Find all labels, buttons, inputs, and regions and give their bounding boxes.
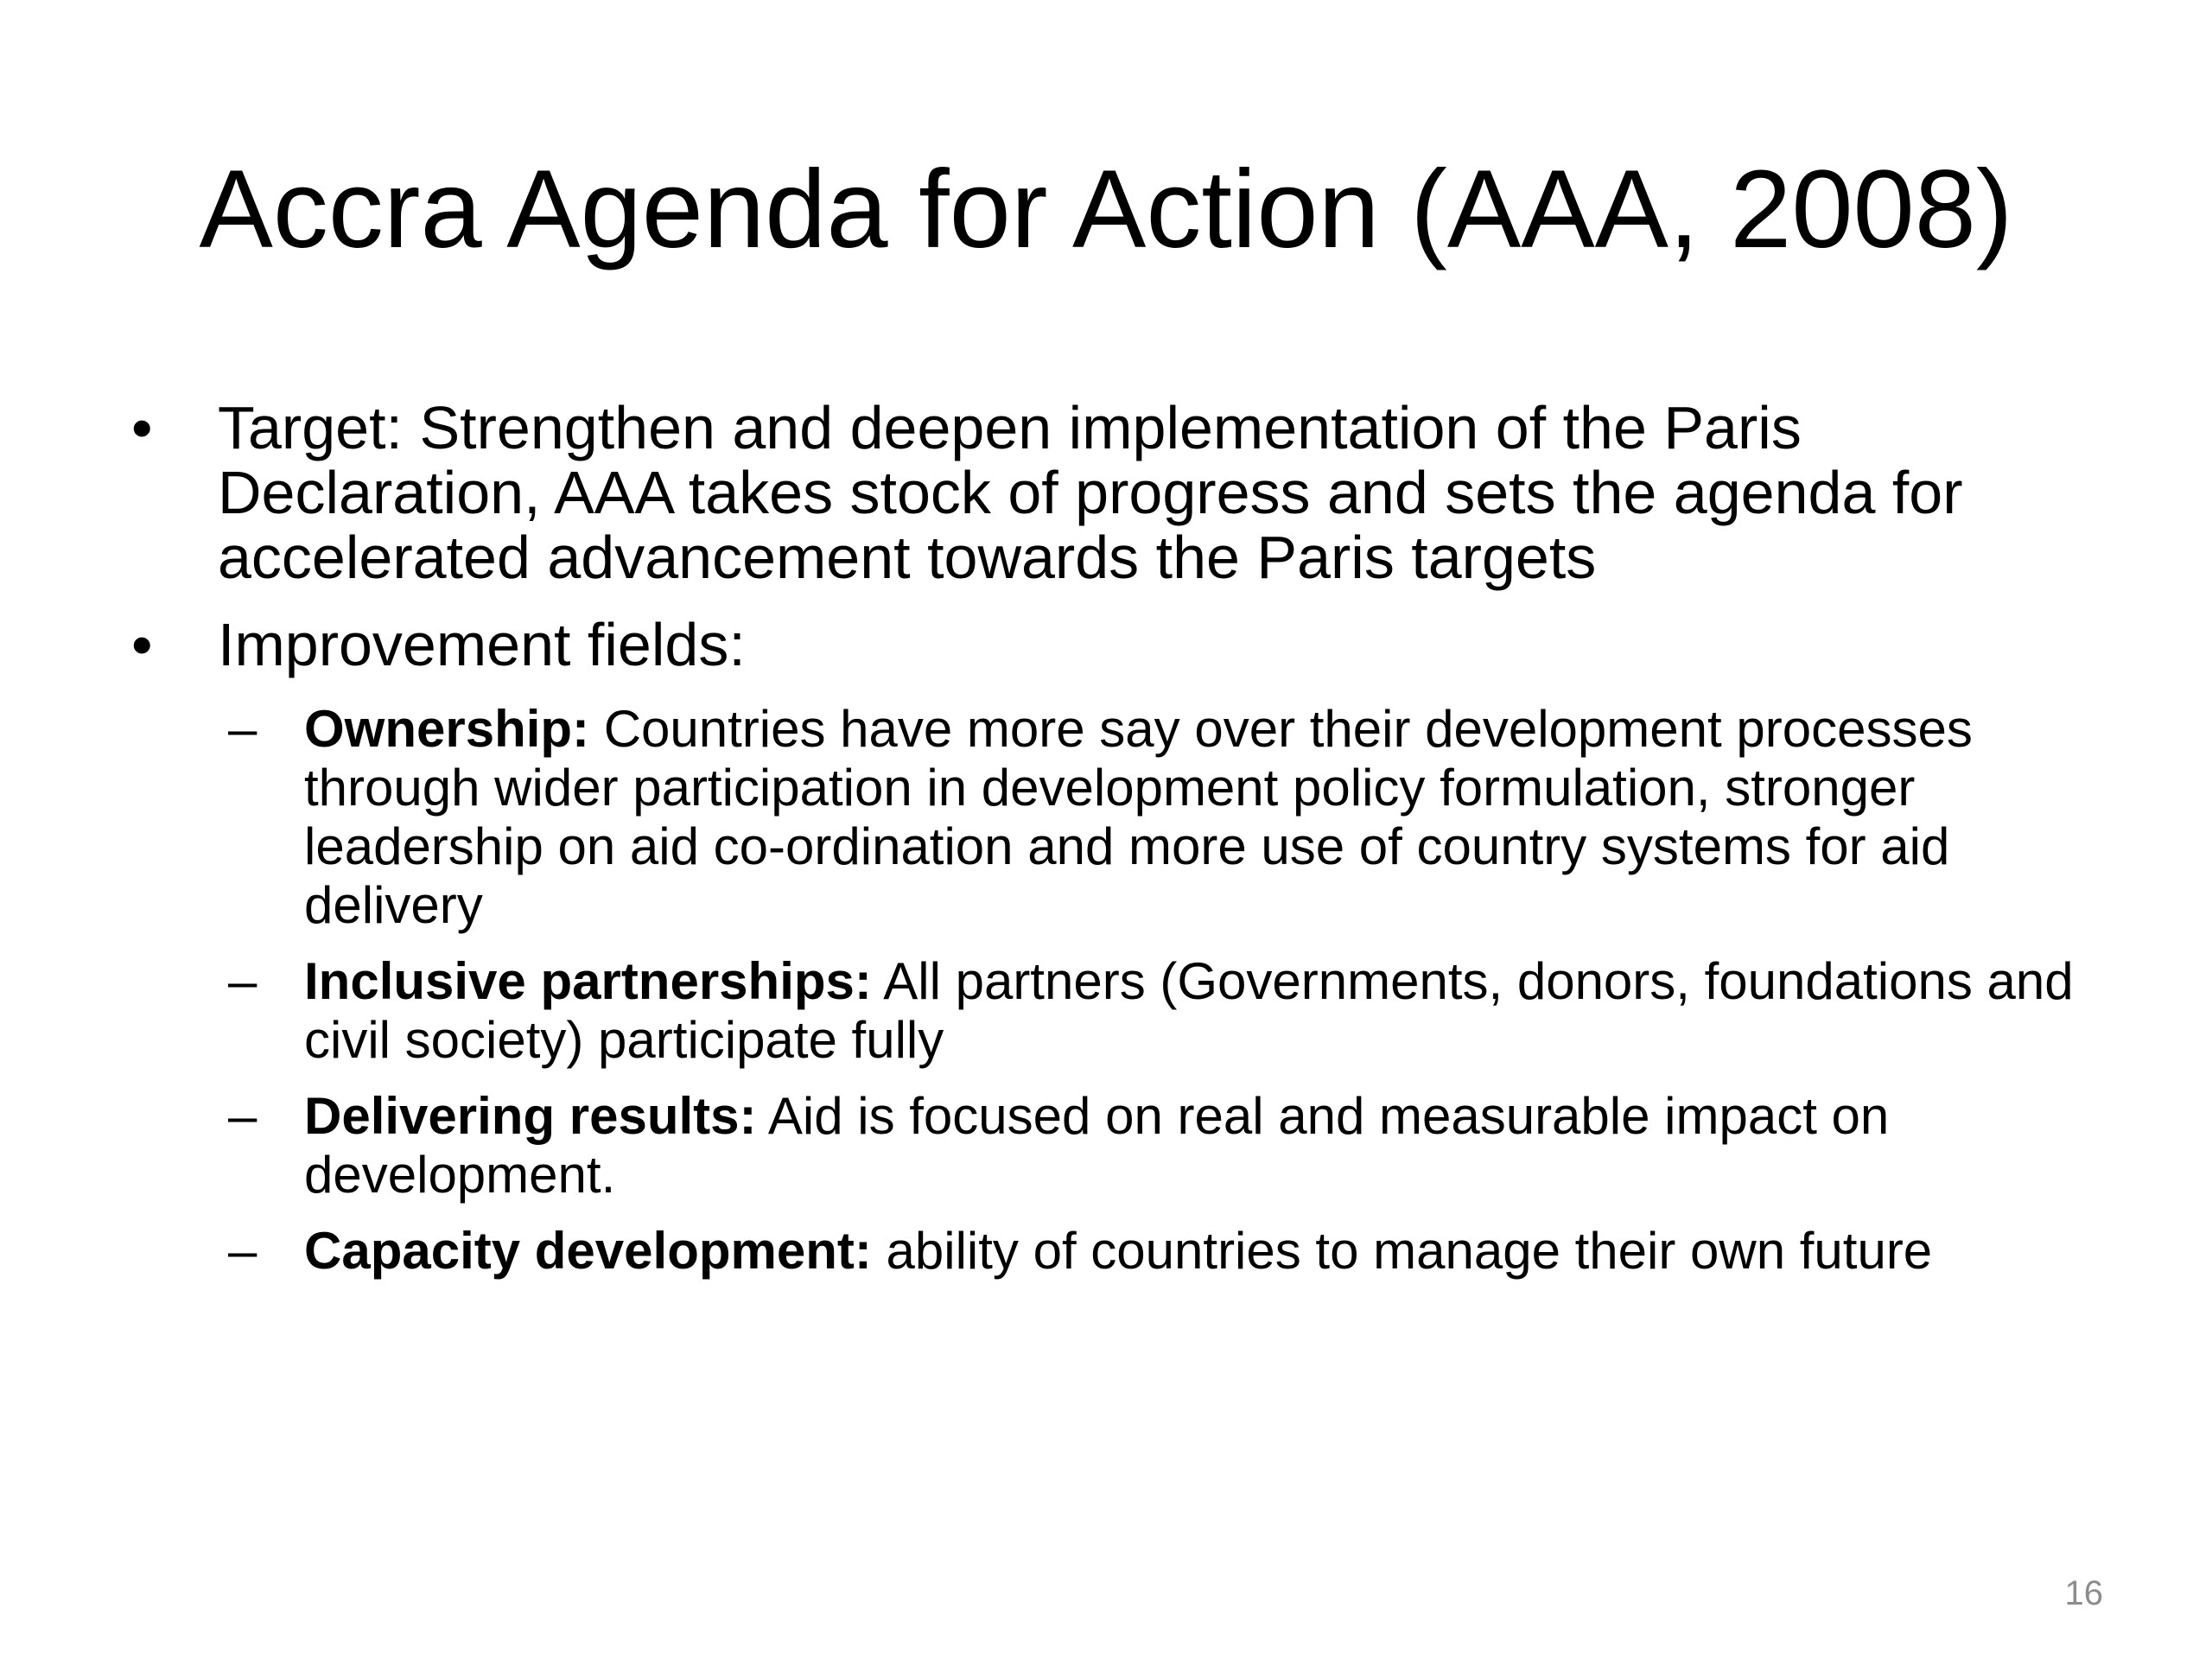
bullet-target bbox=[121, 396, 2117, 590]
dash-marker: – bbox=[228, 700, 257, 758]
subitem-delivering-results bbox=[121, 1087, 2117, 1205]
subitem-label: Inclusive partnerships: bbox=[304, 952, 872, 1010]
dash-marker: – bbox=[228, 1087, 257, 1145]
dash-marker: – bbox=[228, 1222, 257, 1280]
subitem-label: Delivering results: bbox=[304, 1087, 757, 1145]
bullet-marker: • bbox=[131, 611, 153, 678]
bullet-improvement-fields bbox=[121, 613, 2117, 677]
subitem-label: Ownership: bbox=[304, 700, 590, 758]
page-number: 16 bbox=[2064, 1574, 2103, 1612]
subitem-text: All partners (Governments, donors, foundations and civil society) participate fully bbox=[304, 952, 2074, 1069]
subitem-ownership bbox=[121, 700, 2117, 935]
slide-title: Accra Agenda for Action (AAA, 2008) bbox=[199, 148, 2013, 271]
dash-marker: – bbox=[228, 952, 257, 1010]
bullet-text: Improvement fields: bbox=[218, 611, 746, 678]
subitem-text: Countries have more say over their development processes through wider participation in development policy formulation, stronger leadership on aid co-ordination and more use of country systems for aid delivery bbox=[304, 700, 1973, 934]
subitem-text: ability of countries to manage their own future bbox=[871, 1222, 1933, 1280]
subitem-text: Aid is focused on real and measurable impact on development. bbox=[304, 1087, 1890, 1204]
subitem-capacity-development bbox=[121, 1222, 2117, 1281]
bullet-text: Target: Strengthen and deepen implementation of the Paris Declaration, AAA takes stock of progress and sets the agenda for accelerated advancement towards the Paris targets bbox=[218, 394, 1963, 591]
subitem-inclusive-partnerships bbox=[121, 952, 2117, 1070]
slide-content bbox=[121, 396, 2117, 1298]
bullet-marker: • bbox=[131, 394, 153, 461]
subitem-label: Capacity development: bbox=[304, 1222, 872, 1280]
